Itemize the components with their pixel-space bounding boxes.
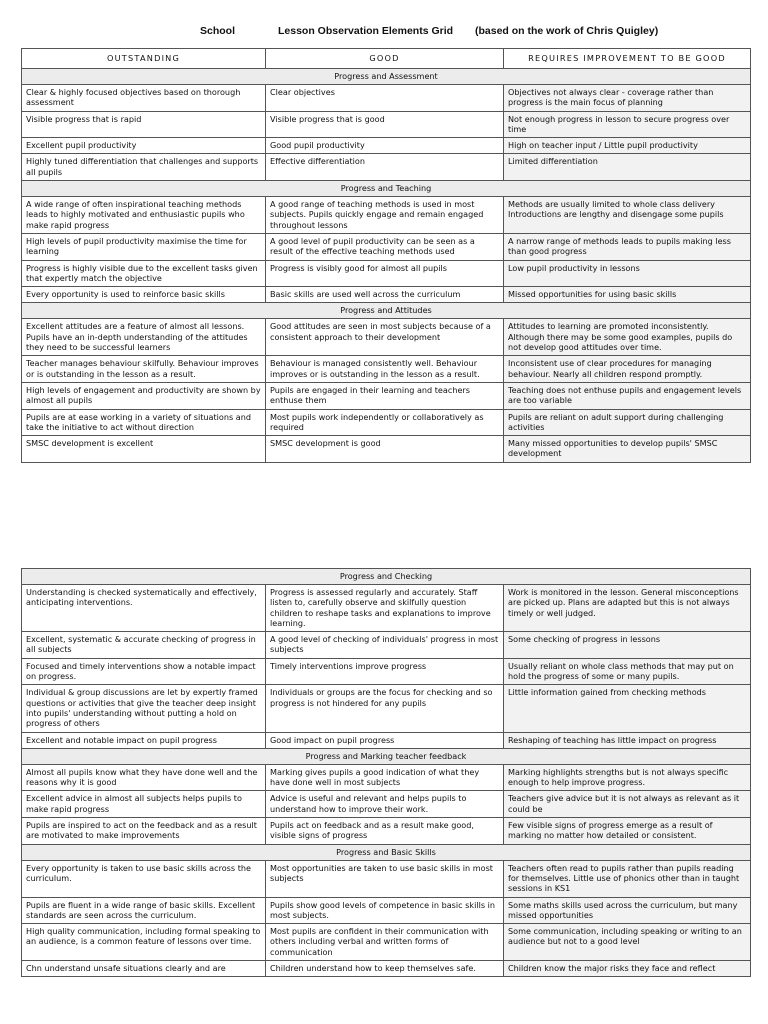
cell-good: A good level of checking of individuals' progress in most subjects [266, 632, 504, 659]
cell-good: Behaviour is managed consistently well. Behaviour improves or is outstanding in the lesson as a result. [266, 356, 504, 383]
cell-good: Effective differentiation [266, 154, 504, 181]
section-header-row [22, 303, 751, 319]
table-row [22, 409, 751, 436]
cell-outstanding: Pupils are at ease working in a variety of situations and take the initiative to act without direction [22, 409, 266, 436]
cell-requires-improvement: Limited differentiation [504, 154, 751, 181]
table-row [22, 860, 751, 897]
cell-requires-improvement: Pupils are reliant on adult support during challenging activities [504, 409, 751, 436]
cell-outstanding: Understanding is checked systematically and effectively, anticipating interventions. [22, 585, 266, 632]
cell-outstanding: Excellent advice in almost all subjects helps pupils to make rapid progress [22, 791, 266, 818]
attribution: (based on the work of Chris Quigley) [475, 25, 659, 37]
cell-outstanding: Chn understand unsafe situations clearly and are [22, 961, 266, 977]
cell-requires-improvement: Some checking of progress in lessons [504, 632, 751, 659]
cell-outstanding: Individual & group discussions are let by expertly framed questions or activities that give the teacher deep insight into pupils' understanding without putting a hold on progress of others [22, 685, 266, 732]
cell-requires-improvement: Some communication, including speaking or writing to an audience but not to a good level [504, 924, 751, 961]
cell-outstanding: Excellent attitudes are a feature of almost all lessons. Pupils have an in-depth understanding of the attitudes they need to be successful learners [22, 319, 266, 356]
cell-good: A good level of pupil productivity can be seen as a result of the effective teaching methods used [266, 233, 504, 260]
section-header-row [22, 748, 751, 764]
observation-grid-part-2 [21, 568, 751, 977]
table-row [22, 818, 751, 845]
table-row [22, 685, 751, 732]
cell-requires-improvement: Missed opportunities for using basic skills [504, 287, 751, 303]
cell-requires-improvement: Little information gained from checking methods [504, 685, 751, 732]
cell-good: Good attitudes are seen in most subjects because of a consistent approach to their development [266, 319, 504, 356]
table-row [22, 632, 751, 659]
cell-outstanding: Teacher manages behaviour skilfully. Behaviour improves or is outstanding in the lesson as a result. [22, 356, 266, 383]
table-row [22, 764, 751, 791]
cell-requires-improvement: Not enough progress in lesson to secure progress over time [504, 111, 751, 138]
cell-good: Timely interventions improve progress [266, 658, 504, 685]
cell-requires-improvement: Low pupil productivity in lessons [504, 260, 751, 287]
cell-good: Most opportunities are taken to use basic skills in most subjects [266, 860, 504, 897]
cell-requires-improvement: A narrow range of methods leads to pupils making less than good progress [504, 233, 751, 260]
section-header-row [22, 69, 751, 85]
cell-requires-improvement: Children know the major risks they face and reflect [504, 961, 751, 977]
cell-good: Progress is visibly good for almost all pupils [266, 260, 504, 287]
cell-requires-improvement: Objectives not always clear - coverage rather than progress is the main focus of planning [504, 85, 751, 112]
cell-requires-improvement: Teaching does not enthuse pupils and engagement levels are too variable [504, 382, 751, 409]
school-label: School [200, 25, 236, 37]
table-row [22, 897, 751, 924]
table-row [22, 319, 751, 356]
cell-outstanding: Progress is highly visible due to the excellent tasks given that expertly match the objective [22, 260, 266, 287]
cell-outstanding: Pupils are inspired to act on the feedback and as a result are motivated to make improvements [22, 818, 266, 845]
section-header-row [22, 569, 751, 585]
cell-outstanding: Pupils are fluent in a wide range of basic skills. Excellent standards are seen across the curriculum. [22, 897, 266, 924]
section-title: Progress and Assessment [22, 69, 751, 85]
column-header-requires-improvement: REQUIRES IMPROVEMENT TO BE GOOD [504, 49, 751, 69]
cell-requires-improvement: Some maths skills used across the curriculum, but many missed opportunities [504, 897, 751, 924]
cell-outstanding: Highly tuned differentiation that challenges and supports all pupils [22, 154, 266, 181]
section-header-row [22, 844, 751, 860]
table-row [22, 732, 751, 748]
cell-good: Most pupils are confident in their communication with others including verbal and written forms of communication [266, 924, 504, 961]
cell-outstanding: High quality communication, including formal speaking to an audience, is a common feature of lessons over time. [22, 924, 266, 961]
table-row [22, 924, 751, 961]
cell-good: Progress is assessed regularly and accurately. Staff listen to, carefully observe and skilfully question children to reshape tasks and explanations to improve learning. [266, 585, 504, 632]
cell-outstanding: High levels of pupil productivity maximise the time for learning [22, 233, 266, 260]
table-row [22, 356, 751, 383]
cell-requires-improvement: Usually reliant on whole class methods that may put on hold the progress of some or many pupils. [504, 658, 751, 685]
cell-requires-improvement: Marking highlights strengths but is not always specific enough to help improve progress. [504, 764, 751, 791]
cell-good: Good pupil productivity [266, 138, 504, 154]
section-header-row [22, 181, 751, 197]
table-row [22, 154, 751, 181]
cell-outstanding: Every opportunity is taken to use basic skills across the curriculum. [22, 860, 266, 897]
cell-outstanding: Excellent and notable impact on pupil progress [22, 732, 266, 748]
cell-outstanding: Visible progress that is rapid [22, 111, 266, 138]
table-row [22, 436, 751, 463]
cell-outstanding: Every opportunity is used to reinforce basic skills [22, 287, 266, 303]
cell-outstanding: Almost all pupils know what they have done well and the reasons why it is good [22, 764, 266, 791]
cell-good: Marking gives pupils a good indication of what they have done well in most subjects [266, 764, 504, 791]
cell-good: A good range of teaching methods is used in most subjects. Pupils quickly engage and remain engaged throughout lessons [266, 197, 504, 234]
table-row [22, 791, 751, 818]
table-row [22, 287, 751, 303]
cell-requires-improvement: Inconsistent use of clear procedures for managing behaviour. Nearly all children respond promptly. [504, 356, 751, 383]
cell-requires-improvement: High on teacher input / Little pupil productivity [504, 138, 751, 154]
grid-title: Lesson Observation Elements Grid [278, 25, 454, 37]
table-row [22, 85, 751, 112]
section-title: Progress and Basic Skills [22, 844, 751, 860]
cell-requires-improvement: Few visible signs of progress emerge as a result of marking no matter how detailed or consistent. [504, 818, 751, 845]
cell-outstanding: SMSC development is excellent [22, 436, 266, 463]
cell-good: Good impact on pupil progress [266, 732, 504, 748]
observation-grid-part-1 [21, 48, 751, 463]
cell-good: Pupils are engaged in their learning and teachers enthuse them [266, 382, 504, 409]
cell-outstanding: High levels of engagement and productivity are shown by almost all pupils [22, 382, 266, 409]
cell-outstanding: Clear & highly focused objectives based on thorough assessment [22, 85, 266, 112]
cell-good: Individuals or groups are the focus for checking and so progress is not hindered for any pupils [266, 685, 504, 732]
cell-requires-improvement: Teachers give advice but it is not always as relevant as it could be [504, 791, 751, 818]
cell-good: Children understand how to keep themselves safe. [266, 961, 504, 977]
section-title: Progress and Teaching [22, 181, 751, 197]
table-row [22, 585, 751, 632]
table-row [22, 382, 751, 409]
cell-outstanding: A wide range of often inspirational teaching methods leads to highly motivated and enthusiastic pupils who make rapid progress [22, 197, 266, 234]
cell-good: Pupils show good levels of competence in basic skills in most subjects. [266, 897, 504, 924]
section-title: Progress and Marking teacher feedback [22, 748, 751, 764]
column-header-good: GOOD [266, 49, 504, 69]
section-title: Progress and Checking [22, 569, 751, 585]
cell-outstanding: Excellent pupil productivity [22, 138, 266, 154]
cell-good: Most pupils work independently or collaboratively as required [266, 409, 504, 436]
column-header-outstanding: OUTSTANDING [22, 49, 266, 69]
page-title [0, 25, 768, 41]
cell-good: Visible progress that is good [266, 111, 504, 138]
table-row [22, 111, 751, 138]
table-row [22, 197, 751, 234]
cell-outstanding: Focused and timely interventions show a notable impact on progress. [22, 658, 266, 685]
cell-good: Advice is useful and relevant and helps pupils to understand how to improve their work. [266, 791, 504, 818]
table-row [22, 658, 751, 685]
cell-outstanding: Excellent, systematic & accurate checking of progress in all subjects [22, 632, 266, 659]
cell-requires-improvement: Work is monitored in the lesson. General misconceptions are picked up. Plans are adapted but this is not always timely or well judged. [504, 585, 751, 632]
cell-requires-improvement: Methods are usually limited to whole class delivery Introductions are lengthy and disengage some pupils [504, 197, 751, 234]
column-header-row [22, 49, 751, 69]
cell-requires-improvement: Teachers often read to pupils rather than pupils reading for themselves. Little use of phonics other than in taught sessions in KS1 [504, 860, 751, 897]
cell-good: Basic skills are used well across the curriculum [266, 287, 504, 303]
table-row [22, 138, 751, 154]
cell-requires-improvement: Reshaping of teaching has little impact on progress [504, 732, 751, 748]
cell-requires-improvement: Many missed opportunities to develop pupils' SMSC development [504, 436, 751, 463]
table-row [22, 961, 751, 977]
cell-good: SMSC development is good [266, 436, 504, 463]
table-row [22, 233, 751, 260]
section-title: Progress and Attitudes [22, 303, 751, 319]
table-row [22, 260, 751, 287]
cell-requires-improvement: Attitudes to learning are promoted inconsistently. Although there may be some good examples, pupils do not develop good attitudes over time. [504, 319, 751, 356]
cell-good: Clear objectives [266, 85, 504, 112]
cell-good: Pupils act on feedback and as a result make good, visible signs of progress [266, 818, 504, 845]
